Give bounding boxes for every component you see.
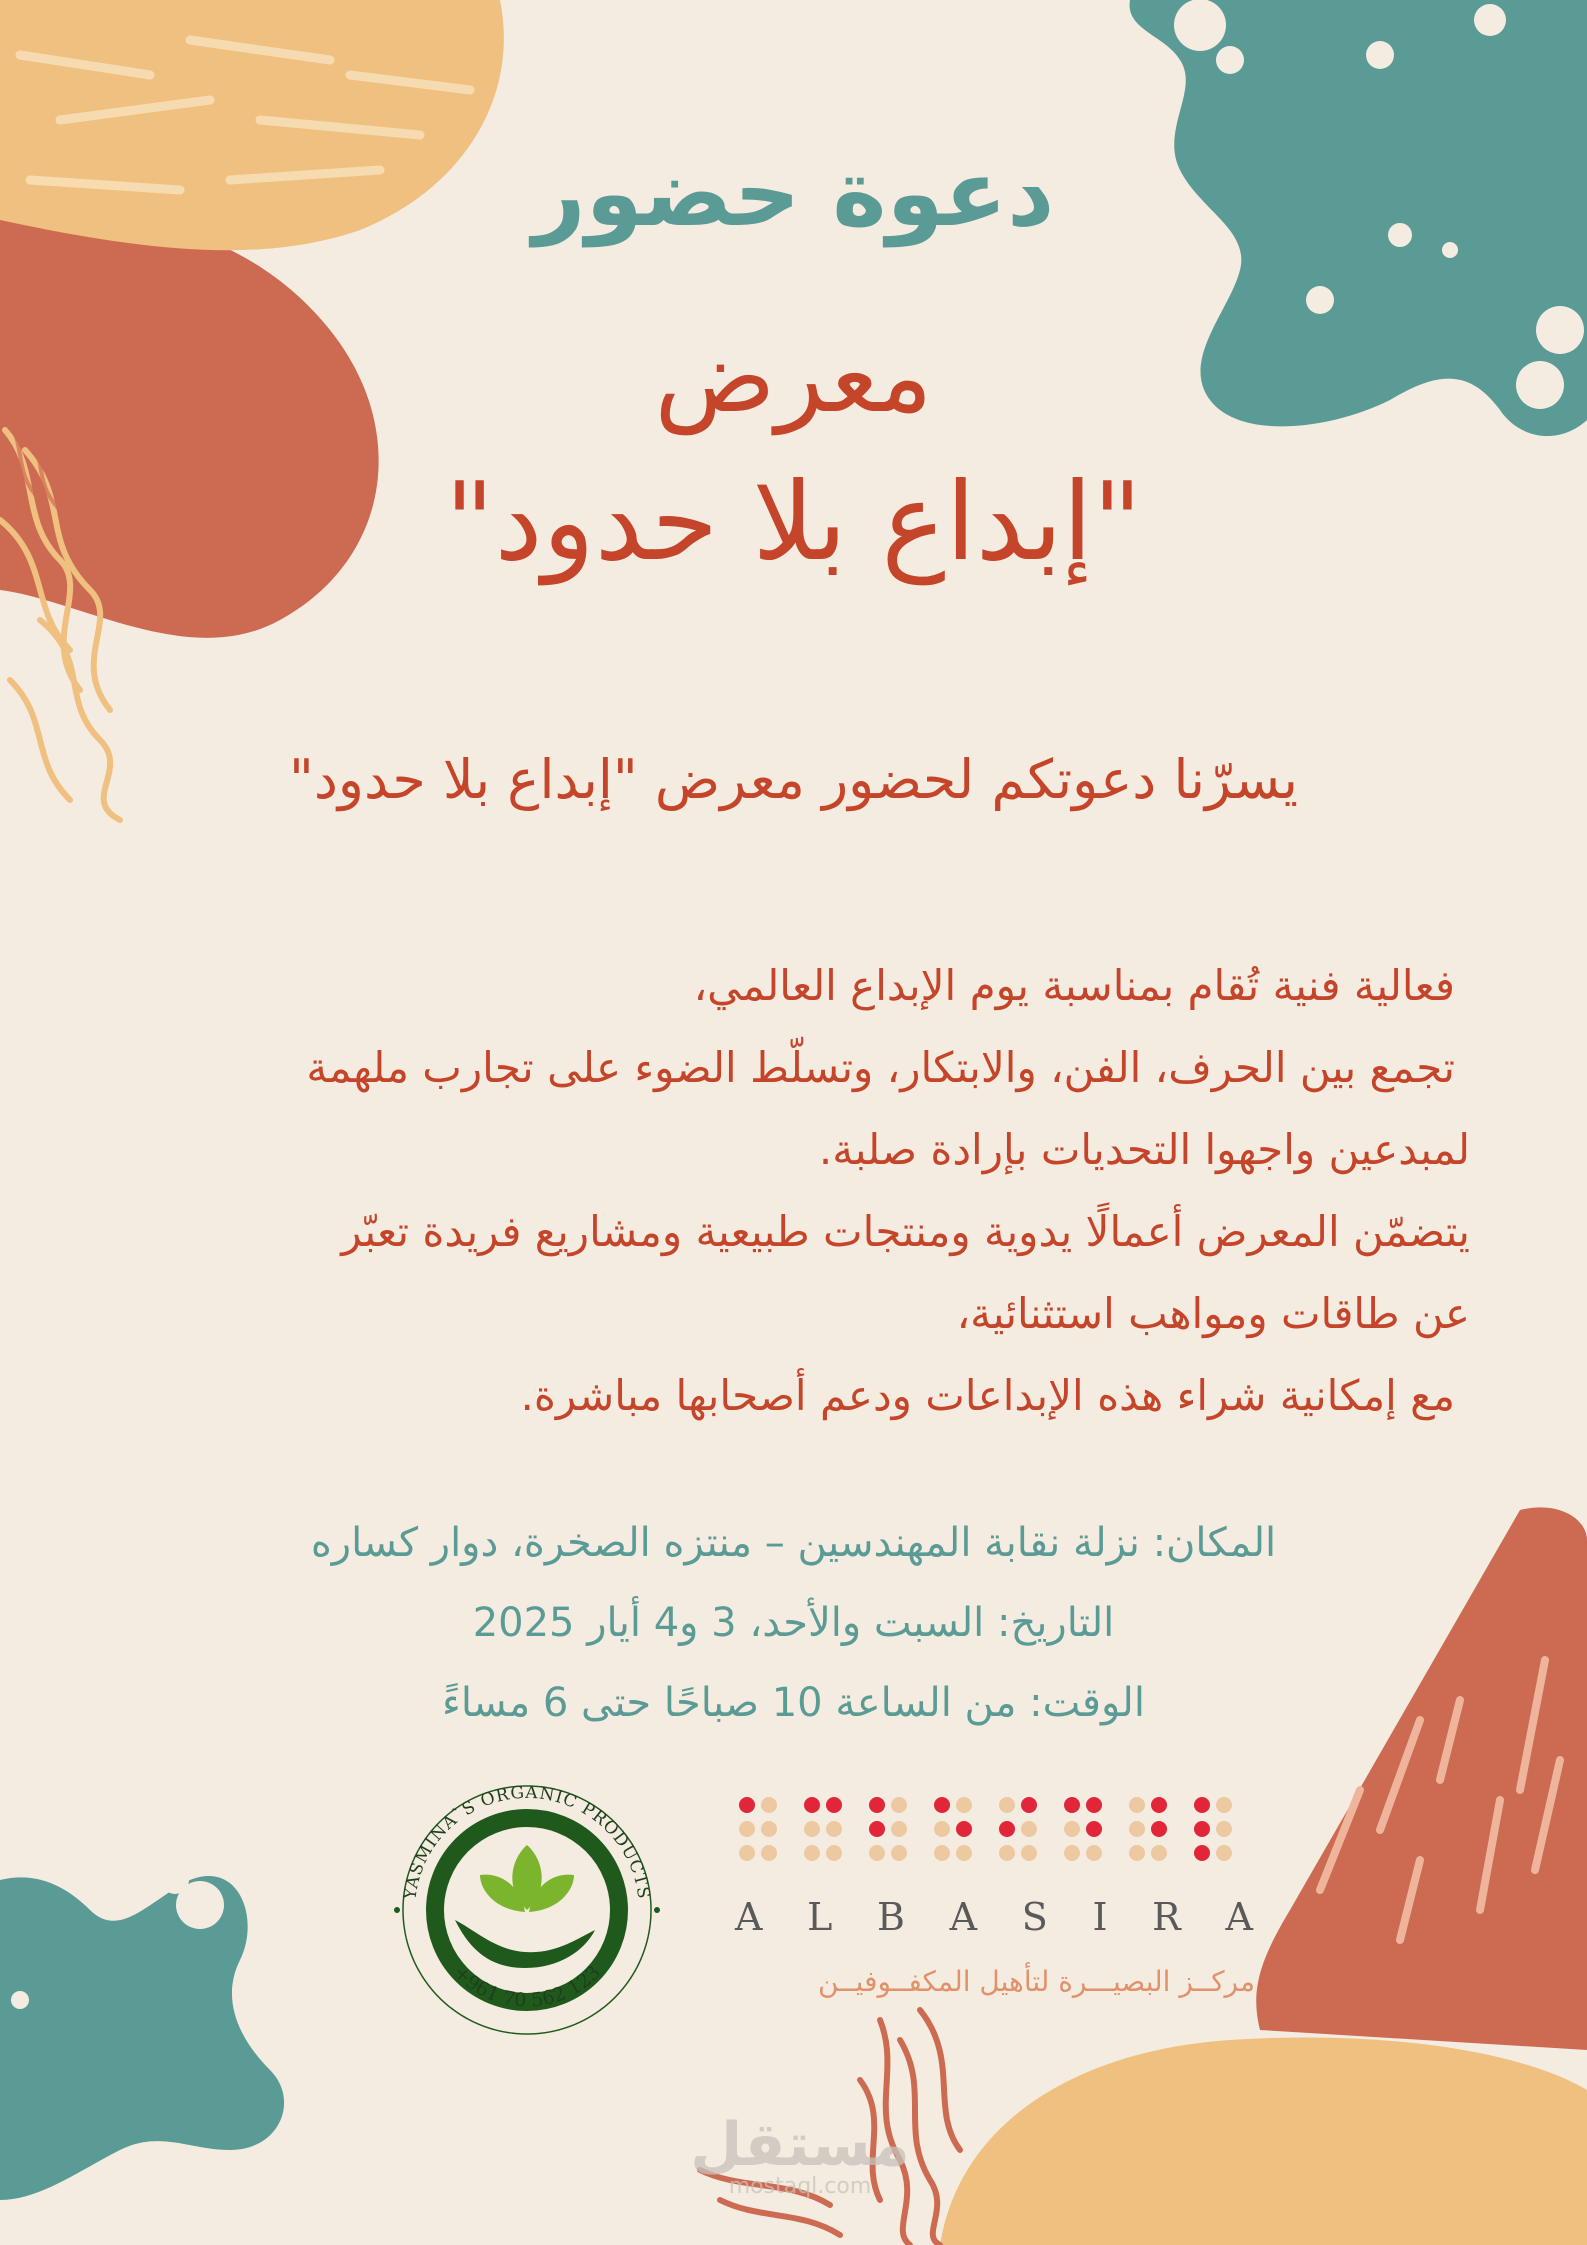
logo-phone: +961 70 562 123 bbox=[449, 1961, 605, 2012]
braille-dot bbox=[1021, 1845, 1037, 1861]
description-line: فعالية فنية تُقام بمناسبة يوم الإبداع العالمي، bbox=[693, 961, 1455, 1010]
braille-dot bbox=[1194, 1821, 1210, 1837]
logo-letter: A bbox=[949, 1895, 980, 1939]
braille-dot bbox=[1064, 1845, 1080, 1861]
sand-blob-bottom bbox=[940, 2037, 1587, 2245]
braille-dot bbox=[1216, 1821, 1232, 1837]
braille-dot bbox=[761, 1821, 777, 1837]
braille-dot bbox=[804, 1845, 820, 1861]
svg-text:+961 70 562 123 bbox=[449, 1961, 605, 2011]
page-title: دعوة حضور bbox=[532, 140, 1055, 247]
invitation-text: يسرّنا دعوتكم لحضور معرض "إبداع بلا حدود" bbox=[289, 748, 1298, 811]
logo-letter: S bbox=[1021, 1895, 1050, 1939]
braille-dot bbox=[934, 1821, 950, 1837]
braille-dot bbox=[1064, 1821, 1080, 1837]
braille-dot bbox=[956, 1797, 972, 1813]
braille-dot bbox=[804, 1821, 820, 1837]
description-line: تجمع بين الحرف، الفن، والابتكار، وتسلّط الضوء على تجارب ملهمة bbox=[306, 1043, 1455, 1092]
braille-dot bbox=[869, 1797, 885, 1813]
braille-dot bbox=[1129, 1845, 1145, 1861]
braille-dot bbox=[1021, 1797, 1037, 1813]
albasira-logo bbox=[735, 1795, 1255, 2025]
logo-letter: B bbox=[877, 1895, 907, 1939]
braille-dot bbox=[1194, 1845, 1210, 1861]
event-description bbox=[80, 945, 1470, 1437]
yasmina-organic-logo bbox=[385, 1760, 670, 2045]
braille-dot bbox=[739, 1821, 755, 1837]
description-line: عن طاقات ومواهب استثنائية، bbox=[956, 1289, 1470, 1338]
braille-dot bbox=[1129, 1821, 1145, 1837]
braille-dot bbox=[891, 1821, 907, 1837]
braille-dot bbox=[1064, 1797, 1080, 1813]
braille-dot bbox=[1151, 1797, 1167, 1813]
braille-dot bbox=[999, 1797, 1015, 1813]
event-time: الوقت: من الساعة 10 صباحًا حتى 6 مساءً bbox=[442, 1680, 1145, 1726]
braille-dot bbox=[1151, 1845, 1167, 1861]
braille-dot bbox=[804, 1797, 820, 1813]
logo-letter: R bbox=[1152, 1895, 1183, 1939]
leaf-icon bbox=[480, 1845, 574, 1912]
braille-dot bbox=[826, 1821, 842, 1837]
braille-dot bbox=[891, 1845, 907, 1861]
braille-dot bbox=[1151, 1821, 1167, 1837]
braille-dot bbox=[761, 1797, 777, 1813]
description-line: يتضمّن المعرض أعمالًا يدوية ومنتجات طبيعية ومشاريع فريدة تعبّر bbox=[341, 1207, 1470, 1256]
braille-dot bbox=[739, 1797, 755, 1813]
albasira-subtitle: مركــز البصيـــرة لتأهيل المكفــوفيــن bbox=[817, 1965, 1255, 1998]
braille-dot bbox=[1216, 1845, 1232, 1861]
braille-dot bbox=[934, 1845, 950, 1861]
exhibition-name: "إبداع بلا حدود" bbox=[444, 460, 1143, 585]
watermark-latin: mostaql.com bbox=[728, 2174, 872, 2199]
braille-dot bbox=[1086, 1845, 1102, 1861]
braille-dot bbox=[826, 1845, 842, 1861]
braille-dot bbox=[1021, 1821, 1037, 1837]
braille-dot bbox=[891, 1797, 907, 1813]
braille-dots-icon bbox=[735, 1795, 1255, 1875]
braille-dot bbox=[1129, 1797, 1145, 1813]
terracotta-triangle-bottom-right bbox=[1256, 1507, 1587, 2050]
description-line: مع إمكانية شراء هذه الإبداعات ودعم أصحابها مباشرة. bbox=[520, 1371, 1455, 1420]
teal-star-bottom-left bbox=[0, 1876, 284, 2200]
logo-letter: L bbox=[807, 1895, 835, 1939]
braille-dot bbox=[934, 1797, 950, 1813]
braille-dot bbox=[1086, 1797, 1102, 1813]
logo-letter: A bbox=[1225, 1895, 1255, 1939]
hand-icon bbox=[455, 1920, 595, 1968]
braille-dot bbox=[1216, 1797, 1232, 1813]
braille-dot bbox=[1086, 1821, 1102, 1837]
braille-dot bbox=[869, 1821, 885, 1837]
albasira-wordmark bbox=[735, 1895, 1255, 1939]
logo-ring-text: YASMINA`S ORGANIC PRODUCTS bbox=[400, 1782, 654, 1901]
exhibition-label: معرض bbox=[654, 318, 933, 435]
description-line: لمبدعين واجهوا التحديات بإرادة صلبة. bbox=[818, 1125, 1470, 1174]
logo-letter: A bbox=[735, 1895, 765, 1939]
watermark-arabic: مستقل bbox=[690, 2110, 910, 2180]
braille-dot bbox=[956, 1821, 972, 1837]
braille-dot bbox=[956, 1845, 972, 1861]
braille-dot bbox=[999, 1821, 1015, 1837]
braille-dot bbox=[869, 1845, 885, 1861]
event-place: المكان: نزلة نقابة المهندسين – منتزه الصخرة، دوار كساره bbox=[310, 1520, 1277, 1566]
mostaql-watermark bbox=[690, 2110, 910, 2199]
braille-dot bbox=[739, 1845, 755, 1861]
logo-letter: I bbox=[1092, 1895, 1110, 1939]
braille-dot bbox=[761, 1845, 777, 1861]
event-date: التاريخ: السبت والأحد، 3 و4 أيار 2025 bbox=[472, 1600, 1115, 1646]
braille-dot bbox=[999, 1845, 1015, 1861]
braille-dot bbox=[1194, 1797, 1210, 1813]
braille-dot bbox=[826, 1797, 842, 1813]
